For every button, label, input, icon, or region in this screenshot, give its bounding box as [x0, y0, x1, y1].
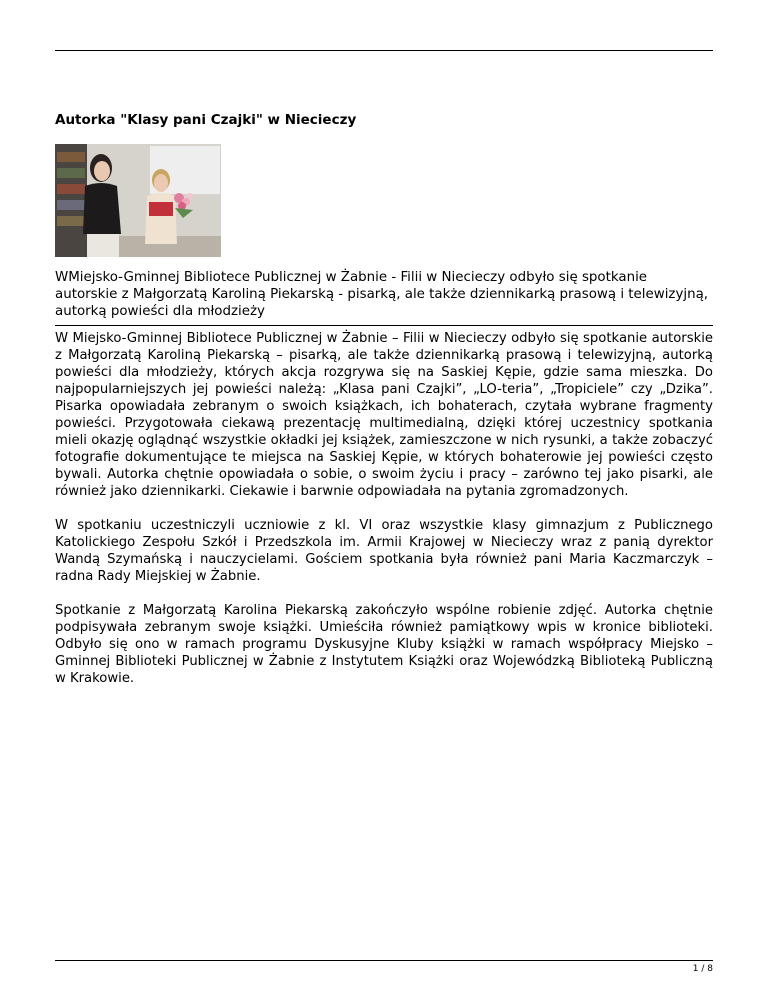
section-rule	[55, 325, 713, 326]
paragraph: W spotkaniu uczestniczyli uczniowie z kl. VI oraz wszystkie klasy gimnazjum z Publicznego Katolickiego Zespołu Szkół i Przedszkola im. Armii Krajowej w Niecieczy wraz z panią dyrektor Wandą Szymańską i nauczycielami. Gościem spotkania była również pani Maria Kaczmarczyk – radna Rady Miejskiej w Żabnie.	[55, 518, 713, 584]
paragraph: W Miejsko-Gminnej Bibliotece Publicznej w Żabnie – Filii w Niecieczy odbyło się spotkanie autorskie z Małgorzatą Karoliną Piekarską – pisarką, ale także dziennikarką prasową i telewizyjną, autorką powieści dla młodzieży, których akcja rozgrywa się na Saskiej Kępie, gdzie sama mieszka. Do najpopularniejszych jej powieści należą: „Klasa pani Czajki”, „LO-teria”, „Tropiciele” czy „Dzika”. Pisarka opowiadała zebranym o swoich książkach, ich bohaterach, czytała wybrane fragmenty powieści. Przygotowała ciekawą prezentację multimedialną, dzięki której uczestnicy spotkania mieli okazję oglądnąć wszystkie okładki jej książek, zamieszczone w nich rysunki, a także zobaczyć fotografie dokumentujące te miejsca na Saskiej Kępie, w których bohaterowie jej powieści często bywali. Autorka chętnie opowiadała o sobie, o swoim życiu i pracy – zarówno tej jako pisarki, ale również jako dziennikarki. Ciekawie i barwnie odpowiadała na pytania zgromadzonych.	[55, 331, 713, 499]
article-body	[55, 330, 713, 704]
paragraph: Spotkanie z Małgorzatą Karolina Piekarską zakończyło wspólne robienie zdjęć. Autorka chętnie podpisywała zebranym swoje książki. Umieściła również pamiątkowy wpis w kronice biblioteki. Odbyło się ono w ramach programu Dyskusyjne Kluby książki w ramach współpracy Miejsko – Gminnej Biblioteki Publicznej w Żabnie z Instytutem Książki oraz Wojewódzką Biblioteką Publiczną w Krakowie.	[55, 603, 713, 686]
article-photo	[55, 144, 221, 257]
page-number: 1 / 8	[692, 964, 713, 974]
article-title: Autorka "Klasy pani Czajki" w Niecieczy	[55, 112, 357, 128]
footer-rule	[55, 960, 713, 961]
header-rule	[55, 50, 713, 51]
article-summary: WMiejsko-Gminnej Bibliotece Publicznej w Żabnie - Filii w Niecieczy odbyło się spotkanie autorskie z Małgorzatą Karoliną Piekarską - pisarką, ale także dziennikarką prasową i telewizyjną, autorką powieści dla młodzieży	[55, 270, 709, 319]
